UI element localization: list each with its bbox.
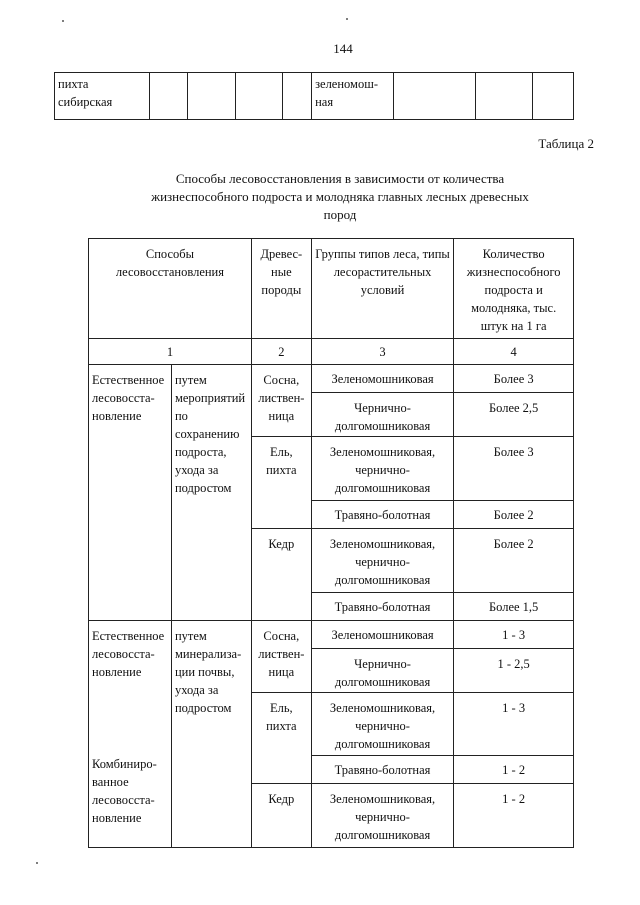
species-cell: Кедр xyxy=(251,529,311,621)
quantity-cell: 1 - 3 xyxy=(454,621,574,649)
group-cell: Зеленомошниковая, чернично-долгомошниковая xyxy=(311,693,454,756)
quantity-cell: 1 - 2 xyxy=(454,784,574,848)
quantity-cell: Более 3 xyxy=(454,365,574,393)
group-cell: Зеленомошниковая, чернично-долгомошниковая xyxy=(311,437,454,501)
header-row xyxy=(89,239,574,339)
quantity-cell: Более 3 xyxy=(454,437,574,501)
header-quantity: Количество жизнеспособного подроста и молодняка, тыс. штук на 1 га xyxy=(454,239,574,339)
column-number-row xyxy=(89,339,574,365)
quantity-cell: 1 - 3 xyxy=(454,693,574,756)
group-cell: Чернично-долгомошниковая xyxy=(311,393,454,437)
species-cell: Сосна, листвен-ница xyxy=(251,621,311,693)
method-cell xyxy=(89,621,172,848)
group-cell: Травяно-болотная xyxy=(311,501,454,529)
group-cell: Чернично-долгомошниковая xyxy=(311,649,454,693)
group-cell: Зеленомошниковая xyxy=(311,365,454,393)
group-cell: Зеленомошниковая xyxy=(311,621,454,649)
table-row xyxy=(55,73,574,120)
col-number: 4 xyxy=(454,339,574,365)
col-number: 1 xyxy=(89,339,252,365)
quantity-cell: Более 2,5 xyxy=(454,393,574,437)
col-number: 3 xyxy=(311,339,454,365)
previous-table-fragment xyxy=(54,72,574,120)
reforestation-table xyxy=(88,238,574,848)
group-cell: Травяно-болотная xyxy=(311,756,454,784)
species-cell: Кедр xyxy=(251,784,311,848)
group-cell: Травяно-болотная xyxy=(311,593,454,621)
table-label: Таблица 2 xyxy=(538,136,594,151)
table-caption: Способы лесовосстановления в зависимости от количества жизнеспособного подроста и молодняка главных лесных древесных пород xyxy=(151,171,529,222)
quantity-cell: 1 - 2 xyxy=(454,756,574,784)
scan-speck xyxy=(346,18,348,20)
species-cell: Ель, пихта xyxy=(251,437,311,529)
table-row xyxy=(89,365,574,393)
header-groups: Группы типов леса, типы лесорастительных условий xyxy=(311,239,454,339)
col-number: 2 xyxy=(251,339,311,365)
scan-speck xyxy=(62,20,64,22)
submethod-cell: путем мероприятий по сохранению подроста, ухода за подростом xyxy=(171,365,251,621)
quantity-cell: Более 2 xyxy=(454,529,574,593)
species-cell: пихта сибирская xyxy=(55,73,150,120)
group-cell: Зеленомошниковая, чернично-долгомошниковая xyxy=(311,529,454,593)
quantity-cell: Более 1,5 xyxy=(454,593,574,621)
group-cell: Зеленомошниковая, чернично-долгомошниковая xyxy=(311,784,454,848)
table-row xyxy=(89,621,574,649)
method-natural: Естественное лесовосста-новление xyxy=(92,629,165,679)
method-cell: Естественное лесовосста-новление xyxy=(89,365,172,621)
method-combined: Комбиниро-ванное лесовосста-новление xyxy=(92,757,157,825)
quantity-cell: 1 - 2,5 xyxy=(454,649,574,693)
header-species: Древес-ные породы xyxy=(251,239,311,339)
scan-speck xyxy=(36,862,38,864)
forest-type-cell: зеленомош-ная xyxy=(312,73,394,120)
header-methods: Способы лесовосстановления xyxy=(89,239,252,339)
species-cell: Сосна, листвен-ница xyxy=(251,365,311,437)
species-cell: Ель, пихта xyxy=(251,693,311,784)
page-number: 144 xyxy=(333,41,353,56)
submethod-cell: путем минерализа-ции почвы, ухода за подростом xyxy=(171,621,251,848)
quantity-cell: Более 2 xyxy=(454,501,574,529)
